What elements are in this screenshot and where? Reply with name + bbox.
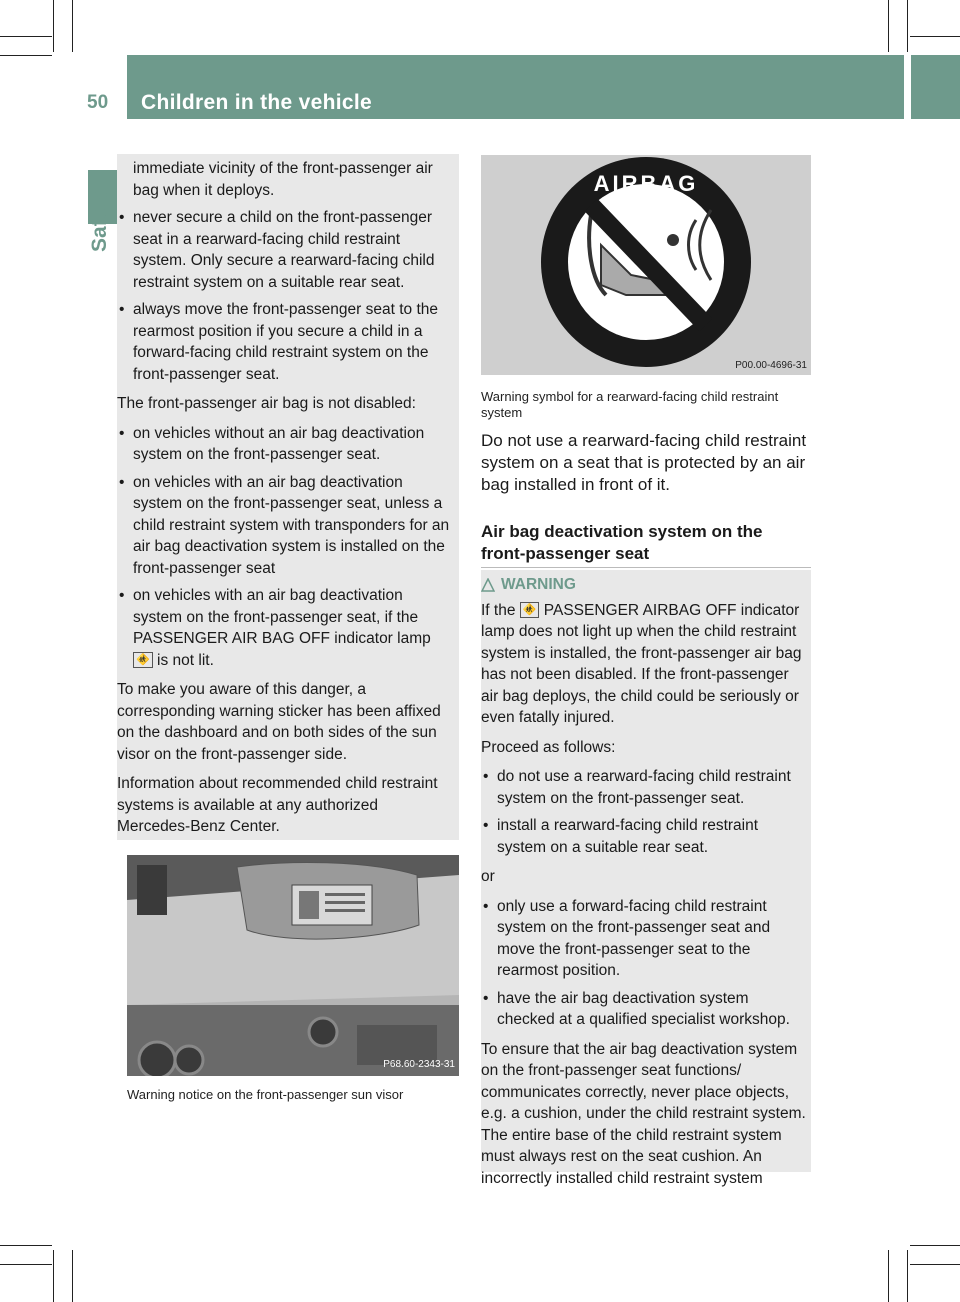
section-label: Safety [88, 188, 111, 252]
section-heading: Air bag deactivation system on the front-passenger seat [481, 522, 763, 563]
crop-mark [72, 1250, 73, 1302]
list-item-text: is not lit. [157, 651, 214, 669]
airbag-figure [481, 155, 811, 375]
crop-mark [888, 1250, 889, 1302]
list-item: • on vehicles with an air bag deactivation system on the front-passenger seat, unless a child restraint system with transponders for an air bag deactivation system is installed on the front-passenger seat [117, 472, 455, 580]
page-title: Children in the vehicle [141, 91, 372, 114]
crop-mark [910, 36, 960, 37]
crop-mark [0, 1264, 52, 1265]
crop-mark [0, 1245, 52, 1246]
list-item: • on vehicles without an air bag deactivation system on the front-passenger seat. [117, 423, 455, 466]
left-panel-text [117, 158, 455, 846]
heading-rule [481, 567, 811, 568]
figure-caption: Warning notice on the front-passenger sun visor [127, 1087, 404, 1102]
figure-code: P00.00-4696-31 [735, 360, 807, 371]
paragraph: Do not use a rearward-facing child restraint system on a seat that is protected by an air bag installed in front of it. [481, 431, 807, 494]
airbag-sticker-label: AIRBAG [593, 171, 699, 196]
warning-triangle-icon [481, 578, 495, 592]
crop-mark [72, 0, 73, 52]
paragraph: Proceed as follows: [481, 738, 616, 756]
crop-mark [0, 36, 52, 37]
paragraph: or [481, 868, 495, 885]
figure-caption: Warning symbol for a rearward-facing child restraint system [481, 389, 779, 420]
airbag-off-lamp-icon: 🚸 [520, 602, 540, 618]
crop-mark [888, 0, 889, 52]
list-item: • never secure a child on the front-passenger seat in a rearward-facing child restraint system. Only secure a rearward-facing child restraint system on a suitable rear seat. [117, 207, 455, 293]
header-tab [911, 55, 960, 119]
crop-mark [53, 0, 54, 52]
warning-intro [481, 600, 807, 729]
warning-intro-text: PASSENGER AIRBAG OFF indicator lamp does not light up when the child restraint system is installed, the front-passenger air bag has not been disabled. If the front-passenger air bag deploys, the child could be seriously or even fatally injured. [481, 601, 802, 726]
crop-mark [53, 1250, 54, 1302]
sunvisor-figure [127, 855, 459, 1076]
warning-header [481, 574, 807, 596]
crop-mark [910, 1264, 960, 1265]
list-item [117, 585, 455, 671]
warning-text [481, 574, 807, 1197]
paragraph: Information about recommended child restraint systems is available at any authorized Mercedes-Benz Center. [117, 775, 438, 835]
warning-intro-text: If the [481, 601, 516, 619]
figure-code: P68.60-2343-31 [383, 1059, 455, 1070]
paragraph: To make you aware of this danger, a corresponding warning sticker has been affixed on the dashboard and on both sides of the sun visor on the front-passenger side. [117, 681, 441, 763]
paragraph: The front-passenger air bag is not disabled: [117, 395, 416, 412]
list-item: • only use a forward-facing child restraint system on the front-passenger seat and move the front-passenger seat to the rearmost position. [481, 896, 807, 982]
crop-mark [907, 0, 908, 52]
list-item: • always move the front-passenger seat to the rearmost position if you secure a child in a forward-facing child restraint system on the front-passenger seat. [117, 299, 455, 385]
list-item: • install a rearward-facing child restraint system on a suitable rear seat. [481, 815, 807, 858]
paragraph: To ensure that the air bag deactivation system on the front-passenger seat functions/ communicates correctly, never place objects, e.g. a cushion, under the child restraint system. The entire base of the child restraint system must always rest on the seat cushion. An incorrectly installed child restraint system [481, 1040, 806, 1187]
crop-mark [0, 55, 52, 56]
list-item: • do not use a rearward-facing child restraint system on the front-passenger seat. [481, 766, 807, 809]
list-item: • have the air bag deactivation system checked at a qualified specialist workshop. [481, 988, 807, 1031]
page-number: 50 [87, 92, 109, 113]
list-item-text: on vehicles with an air bag deactivation system on the front-passenger seat, if the PASSENGER AIR BAG OFF indicator lamp [133, 587, 431, 647]
continued-text: immediate vicinity of the front-passenger air bag when it deploys. [133, 160, 433, 199]
sunvisor-image [127, 855, 459, 1076]
crop-mark [907, 1250, 908, 1302]
airbag-off-lamp-icon: 🚸 [133, 652, 153, 668]
warning-title: WARNING [501, 576, 576, 593]
crop-mark [910, 1245, 960, 1246]
